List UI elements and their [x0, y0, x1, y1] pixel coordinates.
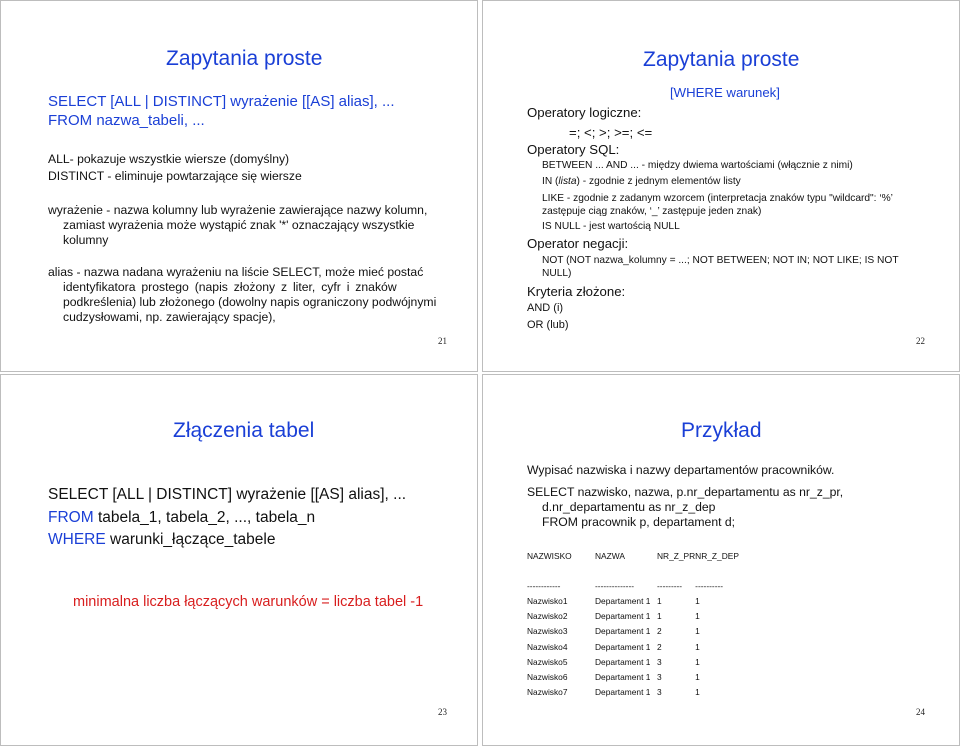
table-cell: 2: [657, 641, 662, 652]
header-cell: NAZWISKO: [527, 551, 572, 561]
header-cell: NR_Z_PR: [657, 551, 696, 561]
table-cell: Departament 1: [595, 687, 651, 698]
query-line-2: d.nr_departamentu as nr_z_dep: [542, 500, 716, 514]
negation-heading: Operator negacji:: [527, 236, 629, 251]
between-desc: [542, 160, 853, 171]
logical-operators-heading: Operatory logiczne:: [527, 105, 642, 120]
table-cell: 1: [695, 656, 700, 667]
slide-title: Złączenia tabel: [173, 419, 315, 442]
table-cell: 1: [695, 611, 700, 622]
table-row: [527, 657, 739, 672]
table-cell: Nazwisko5: [527, 656, 568, 667]
between-keyword: BETWEEN ... AND ...: [542, 160, 639, 171]
in-desc: [542, 176, 741, 187]
table-row: [527, 642, 739, 657]
table-cell: Departament 1: [595, 671, 651, 682]
slide-title: Przykład: [681, 419, 762, 442]
from-tables: tabela_1, tabela_2, ..., tabela_n: [93, 509, 316, 526]
task-description: Wypisać nazwiska i nazwy departamentów pracowników.: [527, 463, 835, 477]
slide-23: [0, 374, 478, 746]
table-cell: 3: [657, 687, 662, 698]
table-cell: 1: [695, 671, 700, 682]
alias-desc-3: podkreślenia) lub złożonego (dowolny napis ograniczony podwójnymi: [63, 295, 437, 309]
table-cell: Nazwisko2: [527, 611, 568, 622]
where-condition: warunki_łączące_tabele: [105, 531, 276, 548]
header-cell: NR_Z_DEP: [695, 551, 739, 561]
table-cell: Departament 1: [595, 656, 651, 667]
table-cell: Nazwisko7: [527, 687, 568, 698]
not-desc-1: NOT (NOT nazwa_kolumny = ...; NOT BETWEEN; NOT IN; NOT LIKE; IS NOT: [542, 255, 899, 266]
table-cell: Departament 1: [595, 641, 651, 652]
table-cell: 1: [695, 596, 700, 606]
sql-operators-heading: Operatory SQL:: [527, 142, 620, 157]
table-cell: 1: [695, 687, 700, 698]
table-row: [527, 626, 739, 641]
table-row: [527, 596, 739, 611]
table-cell: 3: [657, 671, 662, 682]
separator-cell: ---------: [657, 581, 683, 591]
alias-desc-2: identyfikatora prostego (napis złożony z liter, cyfr i znaków: [63, 280, 397, 294]
separator-cell: --------------: [595, 581, 635, 591]
page-number: 24: [916, 707, 925, 717]
in-text: ) - zgodnie z jednym elementów listy: [576, 176, 741, 187]
expr-desc-2: zamiast wyrażenia może wystąpić znak '*' oznaczający wszystkie: [63, 218, 415, 232]
table-cell: Departament 1: [595, 596, 651, 606]
separator-cell: ----------: [695, 581, 724, 591]
alias-desc-1: alias - nazwa nadana wyrażeniu na liście SELECT, może mieć postać: [48, 265, 424, 279]
all-desc: ALL- pokazuje wszystkie wiersze (domyślny): [48, 152, 290, 166]
slide-21: [0, 0, 478, 372]
table-cell: 1: [695, 641, 700, 652]
separator-cell: ------------: [527, 581, 561, 591]
expr-desc-3: kolumny: [63, 233, 109, 247]
table-separator-row: [527, 581, 739, 596]
from-syntax: FROM nazwa_tabeli, ...: [48, 112, 205, 129]
slide-22: [482, 0, 960, 372]
table-cell: 1: [657, 596, 662, 606]
table-cell: Departament 1: [595, 626, 651, 637]
from-keyword: FROM: [48, 509, 94, 526]
table-cell: Nazwisko6: [527, 671, 568, 682]
table-cell: Nazwisko1: [527, 596, 568, 606]
header-cell: NAZWA: [595, 551, 625, 561]
and-desc: AND (i): [527, 302, 564, 314]
where-keyword: WHERE: [48, 531, 106, 548]
table-cell: 1: [657, 611, 662, 622]
result-table: [527, 551, 739, 702]
slide-24: [482, 374, 960, 746]
table-row: [527, 672, 739, 687]
expr-desc-1: wyrażenie - nazwa kolumny lub wyrażenie zawierające nazwy kolumn,: [48, 203, 428, 217]
between-text: - między dwiema wartościami (włącznie z nimi): [641, 160, 853, 171]
distinct-desc: DISTINCT - eliminuje powtarzające się wiersze: [48, 169, 302, 183]
page-number: 22: [916, 336, 925, 346]
table-cell: 2: [657, 626, 662, 637]
table-cell: Departament 1: [595, 611, 651, 622]
table-cell: Nazwisko4: [527, 641, 568, 652]
where-syntax: [48, 531, 275, 549]
in-keyword: IN (: [542, 176, 559, 187]
alias-desc-4: cudzysłowami, np. zawierający spacje),: [63, 310, 276, 324]
table-cell: 1: [695, 626, 700, 637]
from-syntax: [48, 509, 315, 527]
table-cell: 3: [657, 656, 662, 667]
table-row: [527, 687, 739, 702]
isnull-desc: IS NULL - jest wartością NULL: [542, 221, 680, 232]
select-syntax: SELECT [ALL | DISTINCT] wyrażenie [[AS] alias], ...: [48, 93, 395, 110]
or-desc: OR (lub): [527, 319, 569, 331]
page-number: 23: [438, 707, 447, 717]
where-clause: [WHERE warunek]: [670, 85, 780, 100]
compound-criteria-heading: Kryteria złożone:: [527, 284, 626, 299]
select-syntax: SELECT [ALL | DISTINCT] wyrażenie [[AS] alias], ...: [48, 486, 407, 503]
slide-title: Zapytania proste: [643, 48, 800, 71]
in-list-word: lista: [558, 176, 577, 187]
table-header-row: [527, 551, 739, 581]
table-cell: Nazwisko3: [527, 626, 568, 637]
like-desc-2: zastępuje ciąg znaków, ‘_’ zastępuje jeden znak): [542, 206, 762, 217]
logical-operators-list: =; <; >; >=; <=: [569, 125, 653, 140]
min-conditions-note: minimalna liczba łączących warunków = liczba tabel -1: [73, 594, 424, 610]
not-desc-2: NULL): [542, 268, 572, 279]
table-row: [527, 611, 739, 626]
like-desc-1: LIKE - zgodnie z zadanym wzorcem (interpretacja znaków typu "wildcard": ‘%’: [542, 193, 893, 204]
page-number: 21: [438, 336, 447, 346]
query-line-1: SELECT nazwisko, nazwa, p.nr_departamentu as nr_z_pr,: [527, 485, 844, 499]
query-line-3: FROM pracownik p, departament d;: [542, 515, 736, 529]
slide-title: Zapytania proste: [166, 47, 323, 70]
